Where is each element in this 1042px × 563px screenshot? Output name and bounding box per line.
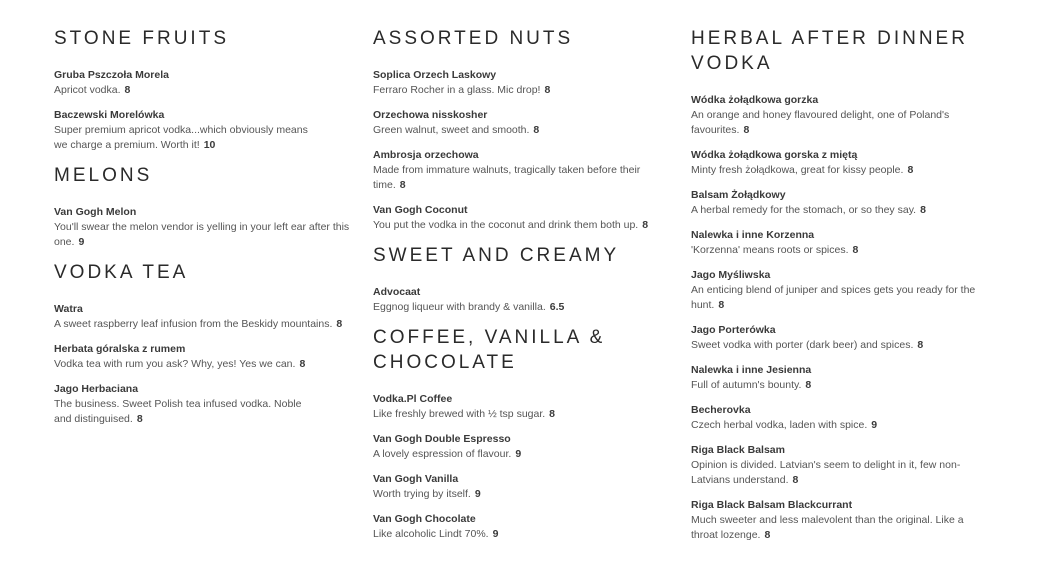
- item-price: 9: [871, 419, 878, 431]
- menu-item: [54, 205, 354, 250]
- item-price: 8: [917, 339, 924, 351]
- menu-item: [373, 432, 673, 462]
- item-price: 8: [852, 244, 859, 256]
- item-price: 8: [533, 124, 540, 136]
- menu-item: [54, 342, 354, 372]
- item-price: 9: [474, 488, 481, 500]
- item-description: Sweet vodka with porter (dark beer) and spices.: [691, 339, 914, 351]
- section-title: STONE FRUITS: [54, 28, 229, 49]
- item-name: Herbata góralska z rumem: [54, 343, 186, 355]
- menu-item: [373, 108, 673, 138]
- item-name: Van Gogh Double Espresso: [373, 433, 511, 445]
- item-price: 8: [718, 299, 725, 311]
- item-description: Apricot vodka.: [54, 84, 121, 96]
- item-description: Eggnog liqueur with brandy & vanilla.: [373, 301, 546, 313]
- item-name: Soplica Orzech Laskowy: [373, 69, 497, 81]
- menu-item: [54, 302, 354, 332]
- item-description: Like freshly brewed with ½ tsp sugar.: [373, 408, 546, 420]
- section-sweet-and-creamy: [373, 243, 673, 315]
- item-name: Gruba Pszczoła Morela: [54, 69, 169, 81]
- item-price: 9: [78, 236, 85, 248]
- item-name: Van Gogh Chocolate: [373, 513, 476, 525]
- item-price: 8: [805, 379, 812, 391]
- item-price: 8: [549, 408, 556, 420]
- menu-item: [691, 498, 976, 543]
- item-price: 8: [792, 474, 799, 486]
- menu-item: [373, 203, 673, 233]
- item-name: Nalewka i inne Jesienna: [691, 364, 812, 376]
- item-description: A sweet raspberry leaf infusion from the Beskidy mountains.: [54, 318, 333, 330]
- item-description: Full of autumn's bounty.: [691, 379, 802, 391]
- item-name: Riga Black Balsam Blackcurrant: [691, 499, 853, 511]
- item-price: 8: [299, 358, 306, 370]
- item-description: A lovely espression of flavour.: [373, 448, 512, 460]
- section-title: ASSORTED NUTS: [373, 28, 574, 49]
- item-name: Jago Porterówka: [691, 324, 776, 336]
- item-description: Czech herbal vodka, laden with spice.: [691, 419, 868, 431]
- item-description: Much sweeter and less malevolent than the original. Like a throat lozenge.: [691, 514, 964, 541]
- item-name: Ambrosja orzechowa: [373, 149, 479, 161]
- menu-item: [691, 443, 976, 488]
- item-description: Worth trying by itself.: [373, 488, 471, 500]
- menu-item: [691, 268, 976, 313]
- item-price: 8: [743, 124, 750, 136]
- menu-item: [373, 392, 673, 422]
- section-stone-fruits: [54, 26, 354, 153]
- item-price: 8: [399, 179, 406, 191]
- item-price: 8: [764, 529, 771, 541]
- item-name: Jago Herbaciana: [54, 383, 139, 395]
- menu-item: [373, 472, 673, 502]
- item-price: 6.5: [549, 301, 565, 313]
- section-title: COFFEE, VANILLA & CHOCOLATE: [373, 327, 606, 373]
- menu-item: [691, 323, 976, 353]
- menu-item: [691, 93, 976, 138]
- item-price: 8: [124, 84, 131, 96]
- item-name: Van Gogh Coconut: [373, 204, 468, 216]
- item-name: Watra: [54, 303, 83, 315]
- menu-item: [373, 285, 673, 315]
- menu-item: [373, 512, 673, 542]
- item-description: The business. Sweet Polish tea infused vodka. Noble and distinguised.: [54, 398, 302, 425]
- item-name: Vodka.Pl Coffee: [373, 393, 453, 405]
- item-price: 8: [336, 318, 343, 330]
- item-description: You'll swear the melon vendor is yelling in your left ear after this one.: [54, 221, 350, 248]
- item-price: 8: [136, 413, 143, 425]
- item-description: Vodka tea with rum you ask? Why, yes! Yes we can.: [54, 358, 296, 370]
- item-price: 9: [492, 528, 499, 540]
- item-name: Jago Myśliwska: [691, 269, 771, 281]
- item-description: Opinion is divided. Latvian's seem to delight in it, few non-Latvians understand.: [691, 459, 961, 486]
- menu-item: [54, 108, 354, 153]
- menu-item: [54, 382, 354, 427]
- menu-item: [691, 228, 976, 258]
- menu-column-3: [691, 26, 976, 553]
- item-description: 'Korzenna' means roots or spices.: [691, 244, 849, 256]
- item-description: Green walnut, sweet and smooth.: [373, 124, 530, 136]
- item-price: 8: [920, 204, 926, 216]
- menu-item: [373, 148, 673, 193]
- section-title: HERBAL AFTER DINNER VODKA: [691, 28, 968, 74]
- item-name: Orzechowa nisskosher: [373, 109, 488, 121]
- item-name: Advocaat: [373, 286, 421, 298]
- section-title: SWEET AND CREAMY: [373, 245, 620, 266]
- menu-column-1: [54, 26, 354, 437]
- item-price: 9: [515, 448, 522, 460]
- section-melons: [54, 163, 354, 250]
- item-name: Van Gogh Melon: [54, 206, 137, 218]
- item-description: Like alcoholic Lindt 70%.: [373, 528, 489, 540]
- item-description: You put the vodka in the coconut and drink them both up.: [373, 219, 639, 231]
- item-price: 8: [642, 219, 649, 231]
- section-herbal-after-dinner-vodka: [691, 26, 976, 543]
- item-description: An orange and honey flavoured delight, one of Poland's favourites.: [691, 109, 950, 136]
- menu-item: [54, 68, 354, 98]
- item-description: A herbal remedy for the stomach, or so they say.: [691, 204, 917, 216]
- menu-item: [691, 148, 976, 178]
- item-name: Riga Black Balsam: [691, 444, 785, 456]
- item-price: 8: [907, 164, 914, 176]
- item-name: Van Gogh Vanilla: [373, 473, 459, 485]
- item-price: 10: [203, 139, 216, 151]
- item-description: Minty fresh żołądkowa, great for kissy people.: [691, 164, 904, 176]
- item-description: An enticing blend of juniper and spices gets you ready for the hunt.: [691, 284, 976, 311]
- item-name: Becherovka: [691, 404, 751, 416]
- menu-item: [691, 403, 976, 433]
- item-description: Ferraro Rocher in a glass. Mic drop!: [373, 84, 541, 96]
- section-title: MELONS: [54, 165, 153, 186]
- item-price: 8: [544, 84, 551, 96]
- section-vodka-tea: [54, 260, 354, 427]
- item-name: Baczewski Morelówka: [54, 109, 165, 121]
- menu-column-2: [373, 26, 673, 552]
- item-name: Balsam Żołądkowy: [691, 189, 786, 201]
- item-description: Made from immature walnuts, tragically taken before their time.: [373, 164, 641, 191]
- item-name: Wódka żołądkowa gorzka: [691, 94, 819, 106]
- section-coffee-vanilla-chocolate: [373, 325, 673, 542]
- item-name: Nalewka i inne Korzenna: [691, 229, 815, 241]
- menu-item: [691, 363, 976, 393]
- item-name: Wódka żołądkowa gorska z miętą: [691, 149, 858, 161]
- section-assorted-nuts: [373, 26, 673, 233]
- menu-item: [373, 68, 673, 98]
- section-title: VODKA TEA: [54, 262, 189, 283]
- menu-item: [691, 188, 976, 218]
- item-description: Super premium apricot vodka...which obviously means we charge a premium. Worth it!: [54, 124, 308, 151]
